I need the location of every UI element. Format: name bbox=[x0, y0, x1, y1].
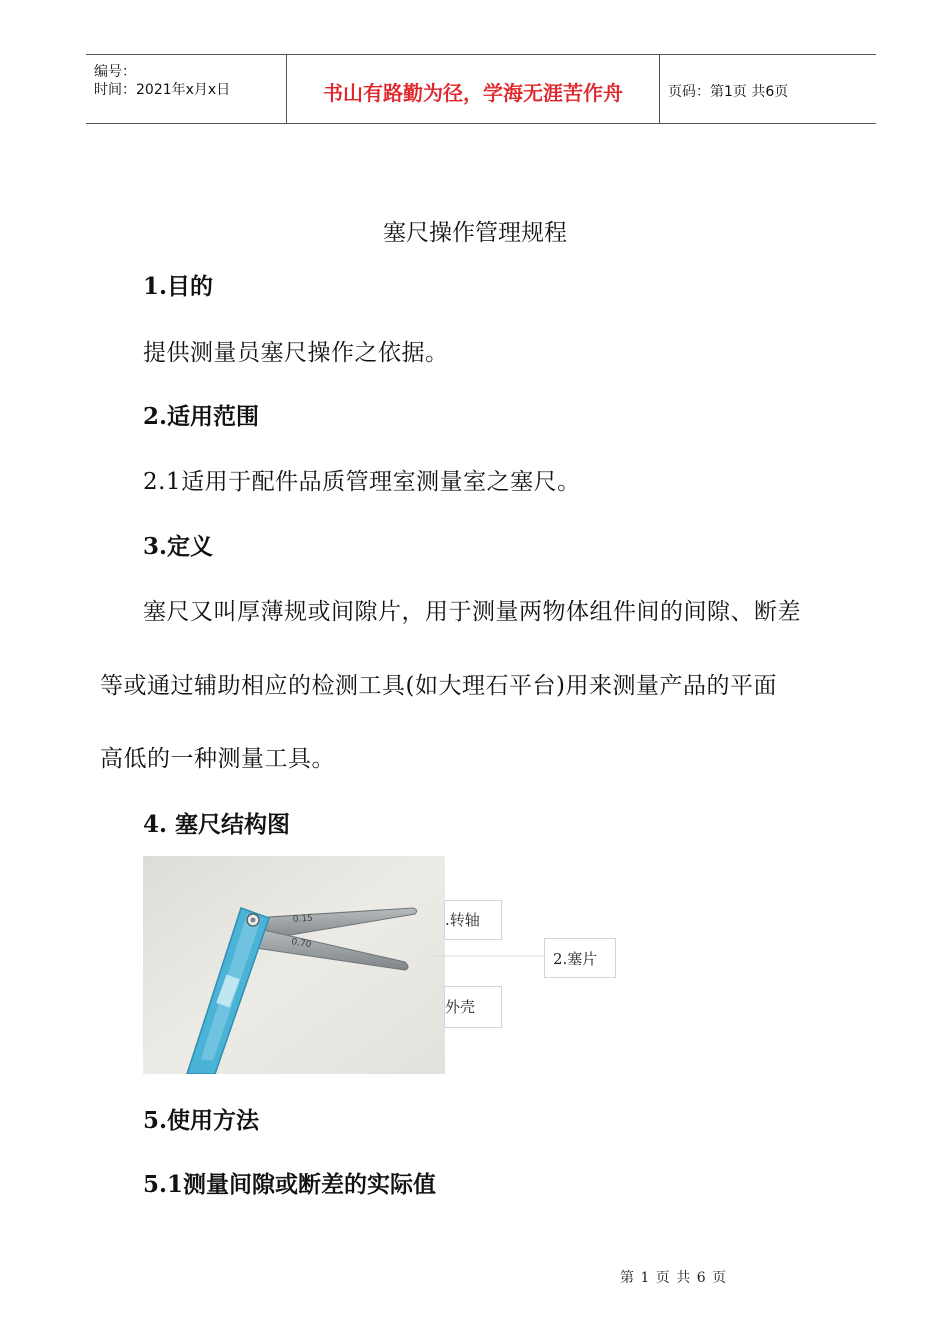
section-heading-definition: 3.定义 bbox=[143, 533, 214, 560]
time-label: 时间：2021年x月x日 bbox=[94, 82, 231, 98]
header-motto: 书山有路勤为径，学海无涯苦作舟 bbox=[323, 81, 623, 105]
section-heading-purpose: 1.目的 bbox=[143, 273, 214, 300]
page-footer: 第 1 页 共 6 页 bbox=[620, 1270, 728, 1286]
definition-line-2: 等或通过辅助相应的检测工具(如大理石平台)用来测量产品的平面 bbox=[100, 673, 777, 699]
blade-mark-upper: 0.15 bbox=[292, 913, 314, 925]
blade-mark-lower: 0.70 bbox=[290, 937, 312, 951]
header-motto-cell bbox=[287, 55, 660, 123]
document-title: 塞尺操作管理规程 bbox=[383, 220, 567, 246]
callout-blade-label: 2.塞片 bbox=[553, 950, 598, 968]
section-heading-scope: 2.适用范围 bbox=[143, 403, 260, 430]
paragraph-purpose: 提供测量员塞尺操作之依据。 bbox=[143, 340, 449, 366]
header-left-cell bbox=[86, 55, 287, 123]
page-header bbox=[86, 54, 876, 124]
section-heading-usage: 5.使用方法 bbox=[143, 1107, 260, 1134]
callout-blade bbox=[544, 938, 616, 978]
callout-pivot bbox=[444, 900, 502, 940]
section-heading-usage-5-1: 5.1测量间隙或断差的实际值 bbox=[143, 1171, 437, 1198]
number-label: 编号： bbox=[94, 64, 136, 80]
page-number-label: 页码：第1页 共6页 bbox=[668, 84, 789, 100]
definition-line-3: 高低的一种测量工具。 bbox=[100, 746, 335, 772]
callout-casing bbox=[444, 986, 502, 1028]
callout-casing-label: 外壳 bbox=[445, 998, 476, 1016]
paragraph-scope: 2.1适用于配件品质管理室测量室之塞尺。 bbox=[143, 469, 581, 495]
definition-line-1: 塞尺又叫厚薄规或间隙片，用于测量两物体组件间的间隙、断差 bbox=[143, 599, 801, 625]
header-right-cell bbox=[660, 55, 876, 123]
callout-pivot-label: .转轴 bbox=[445, 911, 480, 929]
section-heading-structure: 4. 塞尺结构图 bbox=[143, 811, 291, 838]
